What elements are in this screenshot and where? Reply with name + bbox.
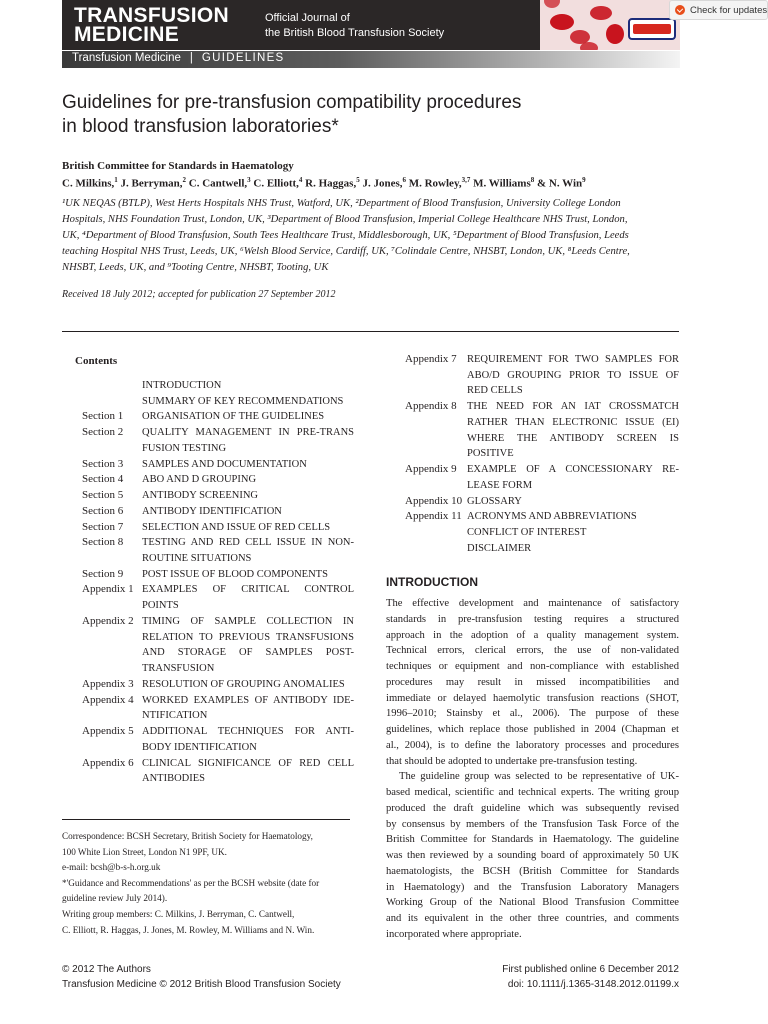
introduction-line: that should be adopted to undertake pre-transfusion testing. — [386, 755, 638, 767]
contents-entry-number: Appendix 9 — [405, 463, 457, 476]
contents-entry — [405, 352, 679, 399]
contents-entry — [82, 614, 354, 677]
affiliations — [62, 196, 680, 276]
correspondence-line: 100 White Lion Street, London N1 9PF, UK. — [62, 846, 227, 857]
correspondence-line: guideline review July 2014). — [62, 893, 168, 904]
section-bar — [62, 51, 680, 68]
contents-entry-number: Appendix 2 — [82, 614, 134, 627]
contents-entry-title — [142, 378, 354, 394]
contents-entry-number: Appendix 10 — [405, 494, 463, 507]
contents-entry-number: Appendix 6 — [82, 756, 134, 769]
contents-entry-line: POSITIVE — [467, 448, 514, 460]
correspondence-line: Correspondence: BCSH Secretary, British Society for Haematology, — [62, 831, 313, 841]
author-name: & N. Win — [537, 177, 583, 190]
contents-entry-title — [142, 677, 354, 693]
contents-entry-line: ADDITIONAL TECHNIQUES FOR ANTI- — [142, 726, 354, 738]
copyright-line1: © 2012 The Authors — [62, 964, 151, 975]
contents-entry — [405, 525, 679, 541]
contents-entry-line: ABO AND D GROUPING — [142, 474, 257, 486]
published-online: First published online 6 December 2012 — [502, 964, 679, 975]
contents-entry-line: QUALITY MANAGEMENT IN PRE-TRANS — [142, 427, 354, 439]
contents-entry-title — [467, 541, 679, 557]
author-name: R. Haggas, — [305, 177, 357, 190]
contents-entry-title — [467, 352, 679, 399]
contents-entry-line: ROUTINE SITUATIONS — [142, 553, 252, 564]
section-bar-section: GUIDELINES — [201, 52, 285, 64]
contents-entry-number: Appendix 7 — [405, 353, 457, 365]
contents-entry-title — [142, 567, 354, 583]
contents-entry-title — [467, 525, 679, 541]
introduction-line: British Committee for Standards in Haematology. The guideline — [386, 834, 679, 846]
contents-entry — [405, 462, 679, 493]
contents-entry-line: CONFLICT OF INTEREST — [467, 527, 587, 539]
contents-entry-number: Section 1 — [82, 410, 124, 423]
contents-entry-title — [142, 756, 354, 787]
contents-entry-line: EXAMPLE OF A CONCESSIONARY RE- — [467, 464, 679, 476]
journal-affiliation-line2: the British Blood Transfusion Society — [265, 27, 445, 39]
contents-entry-title — [142, 693, 354, 724]
contents-heading: Contents — [75, 355, 118, 367]
author-affiliation-mark: 3 — [247, 176, 251, 184]
correspondence-line: e-mail: bcsh@b-s-h.org.uk — [62, 862, 161, 873]
contents-entry — [82, 504, 354, 520]
copyright-footer — [62, 963, 341, 992]
introduction-line: The guideline group was selected to be representative of UK- — [399, 771, 679, 783]
check-for-updates-button[interactable] — [669, 0, 768, 20]
introduction-line: by consensus by members of the Transfusion Task Force of the — [386, 818, 679, 830]
contents-entry-title — [142, 457, 354, 473]
contents-entry-line: ANTIBODY SCREENING — [142, 490, 258, 502]
contents-entry-title — [467, 509, 679, 525]
footnote-divider — [62, 819, 350, 820]
contents-entry — [405, 509, 679, 525]
contents-entry-number: Section 6 — [82, 504, 124, 517]
introduction-line: and its equivalent in the other three countries, and comments — [386, 913, 679, 924]
contents-entry-number: Appendix 1 — [82, 583, 134, 596]
author-list — [62, 176, 586, 190]
contents-entry — [82, 535, 354, 566]
contents-entry-line: AND STORAGE OF SAMPLES POST- — [142, 647, 354, 659]
contents-entry — [82, 567, 354, 583]
doi: doi: 10.1111/j.1365-3148.2012.01199.x — [507, 978, 679, 990]
contents-entry-line: TRANSFUSION — [142, 663, 215, 675]
introduction-line: immediate or delayed haemolytic transfusion reactions (SHOT, — [386, 692, 679, 704]
contents-entry-line: REQUIREMENT FOR TWO SAMPLES FOR — [467, 354, 679, 365]
section-bar-journal: Transfusion Medicine — [72, 52, 181, 64]
affiliation-line: UK, ⁴Department of Blood Transfusion, South Tees Healthcare Trust, Middlesborough, UK, ⁵Department of Blood Transfusion, Leeds — [62, 230, 629, 241]
contents-entry-line: SAMPLES AND DOCUMENTATION — [142, 458, 307, 470]
contents-entry-line: THE NEED FOR AN IAT CROSSMATCH — [467, 401, 679, 413]
introduction-line: 1996–2010; Stainsby et al., 2006). The purpose of these — [386, 708, 679, 720]
contents-entry-title — [142, 504, 354, 520]
contents-entry-line: CLINICAL SIGNIFICANCE OF RED CELL — [142, 757, 354, 769]
contents-entry-line: GLOSSARY — [467, 495, 522, 507]
publication-footer — [499, 963, 679, 992]
correspondence-line: Writing group members: C. Milkins, J. Berryman, C. Cantwell, — [62, 908, 295, 919]
journal-affiliation-line1: Official Journal of — [265, 12, 350, 24]
affiliation-line: ¹UK NEQAS (BTLP), West Herts Hospitals NHS Trust, Watford, UK, ²Department of Blood Transfusion, University College London — [62, 198, 621, 209]
received-dates: Received 18 July 2012; accepted for publication 27 September 2012 — [62, 289, 336, 300]
contents-entry-number: Appendix 4 — [82, 693, 134, 706]
contents-entry-line: WHERE THE ANTIBODY SCREEN IS — [467, 432, 679, 444]
contents-entry-title — [142, 614, 354, 677]
introduction-line: produced the draft guideline which was subsequently revised — [386, 802, 679, 814]
introduction-line: approach in the adoption of a quality management system. — [386, 629, 679, 641]
contents-entry-title — [142, 472, 354, 488]
author-affiliation-mark: 8 — [530, 176, 535, 184]
introduction-line: Technical errors, clerical errors, the use of non-validated — [386, 645, 679, 657]
author-name: M. Rowley, — [408, 177, 462, 190]
contents-entry — [82, 472, 354, 488]
author-affiliation-mark: 6 — [402, 176, 406, 184]
author-name: C. Milkins, — [62, 177, 115, 190]
contents-entry-line: DISCLAIMER — [467, 542, 532, 554]
introduction-line: haematologists, the BCSH (British Committee for Standards — [386, 865, 679, 877]
contents-entry — [405, 541, 679, 557]
journal-masthead — [62, 0, 680, 50]
contents-entry-line: POST ISSUE OF BLOOD COMPONENTS — [142, 568, 328, 580]
contents-entry — [82, 724, 354, 755]
contents-entry-title — [467, 462, 679, 493]
author-affiliation-mark: 3,7 — [461, 176, 471, 184]
contents-entry-number: Section 9 — [82, 567, 124, 580]
contents-entry-number: Section 5 — [82, 489, 124, 502]
contents-entry — [82, 756, 354, 787]
contents-entry-title — [142, 488, 354, 504]
journal-logo-line1: TRANSFUSION — [74, 4, 229, 27]
contents-entry — [405, 399, 679, 462]
contents-entry-number: Appendix 11 — [405, 510, 462, 523]
contents-entry-number: Appendix 5 — [82, 725, 134, 738]
contents-entry — [82, 677, 354, 693]
contents-entry-line: RATHER THAN ELECTRONIC ISSUE (EI) — [467, 416, 679, 428]
introduction-line: guidelines, which replace those published in 2004 (Chapman et — [386, 724, 679, 735]
contents-entry — [405, 494, 679, 510]
author-affiliation-mark: 5 — [356, 176, 360, 184]
contents-entry-line: ANTIBODIES — [142, 773, 205, 785]
contents-entry-line: RELATION TO PREVIOUS TRANSFUSIONS — [142, 631, 354, 643]
contents-entry-number: Appendix 8 — [405, 400, 457, 413]
author-name: C. Elliott, — [253, 177, 299, 190]
introduction-line: al., 2004), is to define the laboratory processes and procedures — [386, 739, 679, 751]
contents-entry-title — [142, 535, 354, 566]
introduction-line: Working Group of the National Blood Transfusion Committee — [386, 897, 679, 909]
author-name: J. Jones, — [362, 177, 403, 190]
contents-entry-line: FUSION TESTING — [142, 442, 227, 454]
contents-entry-line: ORGANISATION OF THE GUIDELINES — [142, 411, 325, 423]
check-for-updates-label: Check for updates — [690, 5, 768, 16]
introduction-line: techniques or equipment and non-compliance with established — [386, 661, 679, 672]
article-title — [62, 91, 662, 139]
contents-entry-line: WORKED EXAMPLES OF ANTIBODY IDE- — [142, 694, 354, 706]
contents-entry-line: POINTS — [142, 600, 179, 612]
author-name: M. Williams — [473, 177, 531, 190]
contents-entry-line: ANTIBODY IDENTIFICATION — [142, 505, 282, 517]
introduction-heading: INTRODUCTION — [386, 575, 478, 589]
author-name: C. Cantwell, — [188, 177, 248, 190]
contents-entry-line: SUMMARY OF KEY RECOMMENDATIONS — [142, 395, 344, 407]
copyright-line2: Transfusion Medicine © 2012 British Blood Transfusion Society — [62, 978, 341, 990]
contents-entry-line: NTIFICATION — [142, 710, 208, 722]
journal-affiliation — [265, 11, 444, 41]
contents-entry-line: TIMING OF SAMPLE COLLECTION IN — [142, 615, 354, 627]
article-title-line2: in blood transfusion laboratories* — [62, 116, 339, 137]
contents-entry-number: Appendix 3 — [82, 677, 134, 690]
contents-entry — [82, 425, 354, 456]
contents-entry-title — [467, 399, 679, 462]
contents-entry — [82, 378, 354, 394]
introduction-line: standards in pre-transfusion testing requires a structured — [386, 613, 679, 625]
contents-entry — [82, 520, 354, 536]
contents-entry — [82, 409, 354, 425]
author-affiliation-mark: 9 — [582, 176, 586, 184]
contents-entry-number: Section 2 — [82, 426, 124, 439]
contents-entry — [82, 582, 354, 613]
correspondence-note — [62, 829, 352, 938]
contents-entry-title — [142, 724, 354, 755]
contents-entry — [82, 693, 354, 724]
author-affiliation-mark: 1 — [114, 176, 118, 184]
committee-name: British Committee for Standards in Haematology — [62, 160, 294, 172]
affiliation-line: Hospitals, NHS Foundation Trust, London, UK, ³Department of Blood Transfusion, Imperial College Healthcare NHS Trust, London, — [62, 214, 628, 225]
author-affiliation-mark: 2 — [182, 176, 187, 184]
contents-entry-number: Section 4 — [82, 473, 124, 486]
divider — [62, 331, 679, 332]
correspondence-line: *'Guidance and Recommendations' as per the BCSH website (date for — [62, 877, 320, 888]
contents-entry-line: ABO/D GROUPING PRIOR TO ISSUE OF — [467, 369, 679, 381]
introduction-line: based medical, scientific and technical experts. The writing group — [386, 787, 679, 798]
affiliation-line: teaching Hospital NHS Trust, Leeds, UK, ⁶Welsh Blood Service, Cardiff, UK, ⁷Colindale Centre, NHSBT, London, UK, ⁸Leeds Centre, — [62, 246, 630, 257]
introduction-line: procedures may result in missed incompatibilities and — [386, 676, 679, 688]
correspondence-line: C. Elliott, R. Haggas, J. Jones, M. Rowley, M. Williams and N. Win. — [62, 924, 315, 935]
introduction-line: was then reviewed by a sounding board of approximately 50 UK — [386, 850, 679, 861]
contents-entry-title — [142, 582, 354, 613]
contents-entry-line: RED CELLS — [467, 385, 523, 397]
journal-logo — [74, 6, 229, 44]
journal-logo-line2: MEDICINE — [74, 23, 180, 46]
article-title-line1: Guidelines for pre-transfusion compatibility procedures — [62, 92, 522, 113]
contents-entry-line: RESOLUTION OF GROUPING ANOMALIES — [142, 678, 345, 690]
author-name: J. Berryman, — [120, 177, 183, 190]
contents-entry-title — [142, 425, 354, 456]
contents-entry-title — [142, 409, 354, 425]
section-bar-separator: | — [189, 52, 193, 64]
refresh-badge-icon — [675, 5, 685, 15]
introduction-line: in Haematology) and the Transfusion Laboratory Managers — [386, 881, 679, 893]
contents-entry-line: SELECTION AND ISSUE OF RED CELLS — [142, 521, 331, 533]
contents-entry-title — [142, 394, 354, 410]
contents-entry-title — [142, 520, 354, 536]
contents-entry-line: EXAMPLES OF CRITICAL CONTROL — [142, 584, 354, 596]
introduction-line: The effective development and maintenance of satisfactory — [386, 598, 679, 609]
contents-entry — [82, 457, 354, 473]
contents-entry-title — [467, 494, 679, 510]
contents-entry — [82, 394, 354, 410]
author-affiliation-mark: 4 — [298, 176, 303, 184]
contents-entry-line: ACRONYMS AND ABBREVIATIONS — [467, 511, 637, 523]
contents-entry-line: LEASE FORM — [467, 479, 533, 491]
contents-entry-number: Section 8 — [82, 536, 124, 549]
contents-entry-line: INTRODUCTION — [142, 380, 222, 391]
introduction-body — [386, 596, 679, 943]
contents-entry-line: BODY IDENTIFICATION — [142, 741, 257, 753]
contents-entry — [82, 488, 354, 504]
contents-entry-number: Section 7 — [82, 520, 124, 533]
contents-entry-line: TESTING AND RED CELL ISSUE IN NON- — [142, 537, 354, 549]
introduction-line: incorporated where appropriate. — [386, 928, 522, 940]
affiliation-line: NHSBT, Leeds, UK, and ⁹Tooting Centre, NHSBT, Tooting, UK — [62, 262, 329, 273]
sets-logo — [628, 18, 676, 40]
contents-entry-number: Section 3 — [82, 457, 124, 470]
